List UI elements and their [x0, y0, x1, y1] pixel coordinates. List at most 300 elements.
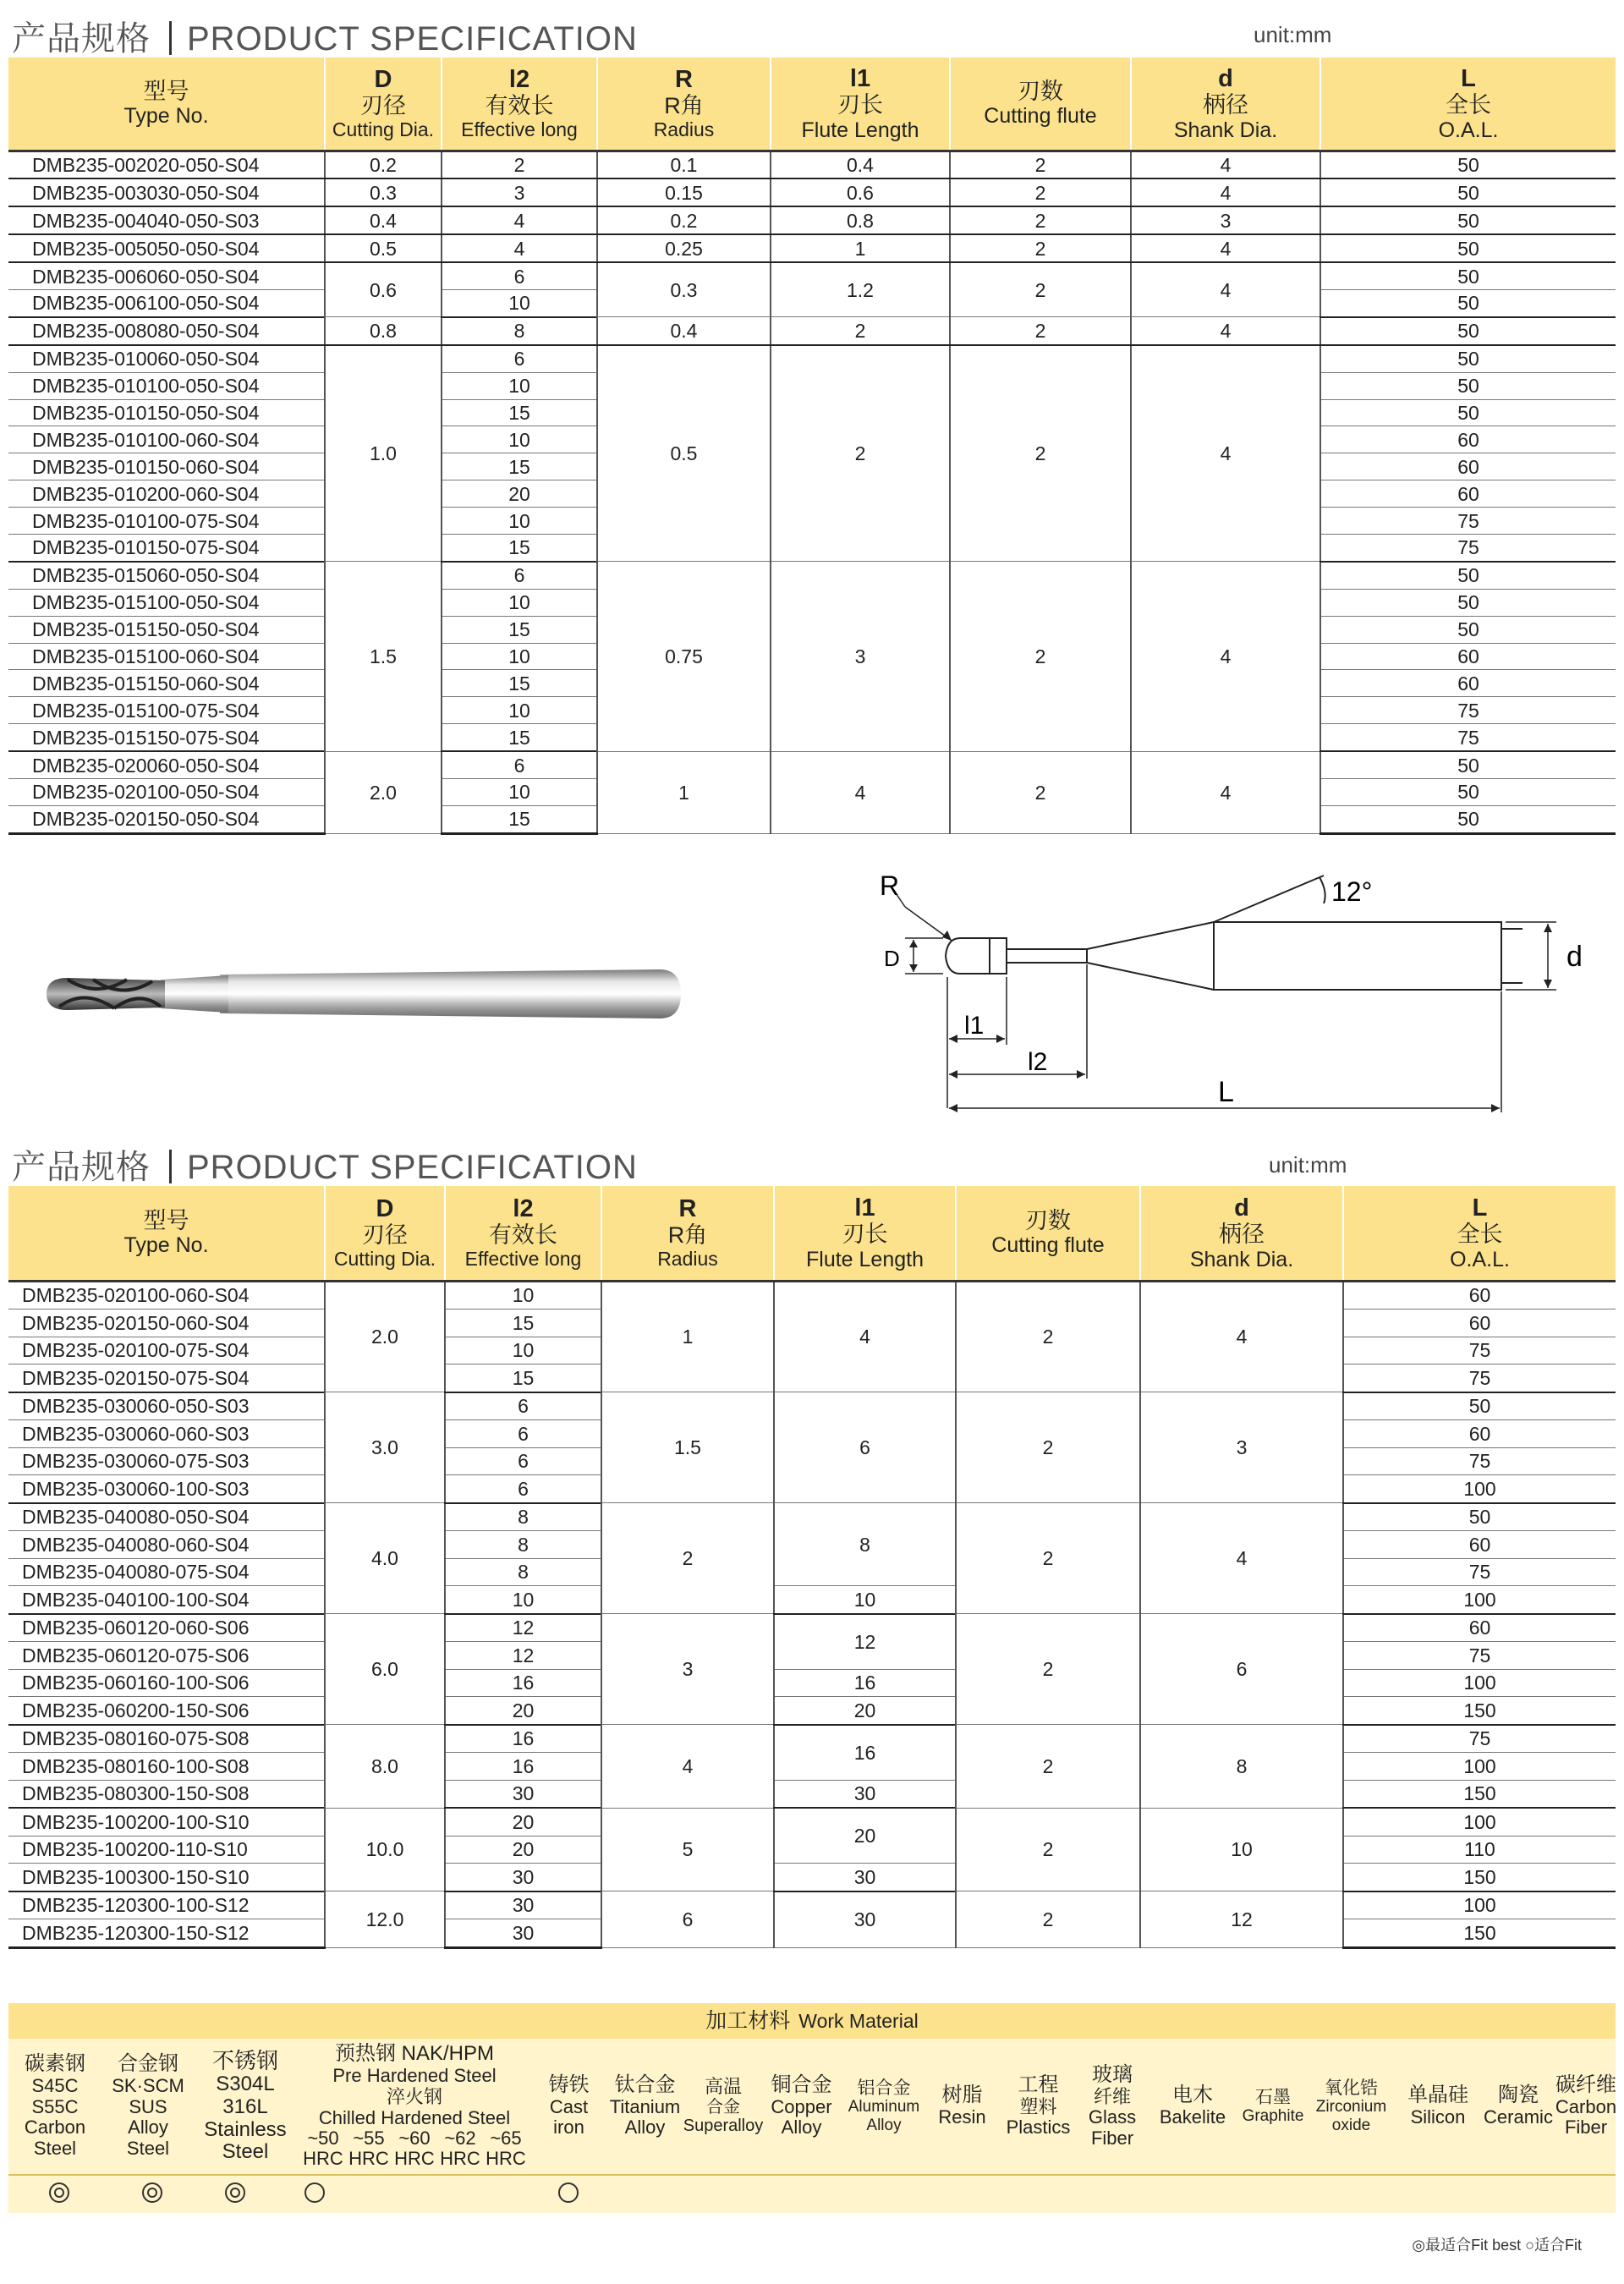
cell-type-no: DMB235-010150-060-S04	[8, 453, 325, 480]
table-row	[8, 345, 1616, 372]
work-material-label: S55C	[31, 2095, 79, 2117]
cell-effective-long: 6	[445, 1475, 601, 1503]
cell-effective-long: 10	[442, 372, 597, 399]
cell-type-no: DMB235-030060-075-S03	[8, 1447, 325, 1475]
hrc-unit: HRC	[348, 2148, 389, 2170]
cell-type-no: DMB235-030060-100-S03	[8, 1475, 325, 1503]
work-material-label: Fiber	[1090, 2127, 1134, 2149]
work-material-label: Aluminum	[848, 2098, 920, 2117]
cell-shank-dia: 4	[1131, 262, 1320, 317]
cell-oal: 60	[1320, 453, 1616, 480]
work-material-label: iron	[553, 2117, 584, 2139]
cell-radius: 0.1	[597, 151, 771, 178]
cell-cutting-flute: 2	[956, 1614, 1140, 1725]
cell-effective-long: 3	[442, 178, 597, 206]
cell-cutting-dia: 6.0	[325, 1614, 445, 1725]
work-material-label: Glass	[1088, 2106, 1137, 2128]
cell-cutting-flute: 2	[950, 317, 1131, 345]
work-material-label: SK·SCM	[112, 2075, 184, 2097]
work-material-label: 合金钢	[118, 2052, 178, 2076]
cell-oal: 50	[1320, 151, 1616, 178]
cell-radius: 0.15	[597, 178, 771, 206]
cell-radius: 2	[601, 1503, 774, 1614]
work-material-item	[1146, 2039, 1239, 2174]
cell-radius: 1	[597, 751, 771, 833]
cell-effective-long: 10	[442, 643, 597, 670]
cell-type-no: DMB235-004040-050-S03	[8, 206, 325, 234]
cell-flute-length: 0.8	[771, 206, 950, 234]
cell-effective-long: 20	[442, 480, 597, 508]
cell-type-no: DMB235-040080-060-S04	[8, 1531, 325, 1559]
work-material-label: 碳素钢	[25, 2052, 85, 2076]
cell-oal: 50	[1320, 805, 1616, 833]
work-material-label: 合金	[706, 2097, 740, 2117]
cell-oal: 50	[1320, 345, 1616, 372]
cell-cutting-dia: 0.8	[325, 317, 442, 345]
cell-effective-long: 15	[442, 453, 597, 480]
work-material-label: Steel	[126, 2138, 170, 2160]
table-row	[8, 1780, 1616, 1808]
fit-best-icon	[225, 2182, 245, 2203]
cell-shank-dia: 3	[1140, 1392, 1343, 1503]
work-material-item	[533, 2039, 605, 2174]
hrc-grades	[300, 2128, 529, 2169]
table-row	[8, 234, 1616, 262]
work-material-label: 淬火钢	[386, 2085, 442, 2107]
table-row	[8, 1697, 1616, 1725]
col-type-no: 型号 Type No.	[8, 58, 325, 151]
hrc-grade	[346, 2128, 392, 2169]
hrc-value: ~50	[307, 2128, 339, 2149]
work-material-item	[102, 2039, 195, 2174]
cell-oal: 100	[1343, 1475, 1616, 1503]
cell-cutting-dia: 4.0	[325, 1503, 445, 1614]
work-material-label: Bakelite	[1159, 2106, 1226, 2128]
cell-effective-long: 15	[445, 1309, 601, 1337]
table-row	[8, 1669, 1616, 1697]
work-material-label: Ceramic	[1484, 2106, 1553, 2128]
cell-shank-dia: 4	[1131, 178, 1320, 206]
work-material-label: 铝合金	[857, 2078, 911, 2098]
cell-type-no: DMB235-015100-060-S04	[8, 643, 325, 670]
cell-cutting-flute: 2	[956, 1281, 1140, 1392]
table-row	[8, 262, 1616, 289]
work-material-label: SUS	[129, 2095, 167, 2117]
cell-oal: 50	[1320, 178, 1616, 206]
col-effective-long: l2 有效长 Effective long	[445, 1186, 601, 1281]
col-cutting-flute: 刃数 Cutting flute	[956, 1186, 1140, 1281]
diagram-label-d-small: d	[1566, 941, 1583, 973]
cell-radius: 0.4	[597, 317, 771, 345]
work-material-item	[195, 2039, 296, 2174]
work-material-label: Alloy	[781, 2117, 822, 2139]
work-material-label: 石墨	[1255, 2087, 1291, 2107]
cell-type-no: DMB235-010100-060-S04	[8, 426, 325, 453]
work-material-label: Copper	[771, 2095, 832, 2117]
cell-oal: 50	[1320, 372, 1616, 399]
cell-type-no: DMB235-010150-075-S04	[8, 534, 325, 561]
cell-oal: 60	[1343, 1309, 1616, 1337]
cell-type-no: DMB235-020150-050-S04	[8, 805, 325, 833]
cell-radius: 6	[601, 1891, 774, 1948]
cell-type-no: DMB235-080160-100-S08	[8, 1753, 325, 1781]
work-material-label: 单晶硅	[1407, 2084, 1468, 2107]
hrc-value: ~60	[398, 2128, 431, 2149]
hrc-grade	[437, 2128, 483, 2169]
cell-oal: 50	[1320, 778, 1616, 805]
col-shank-dia: d 柄径 Shank Dia.	[1131, 58, 1320, 151]
cell-cutting-dia: 12.0	[325, 1891, 445, 1948]
cell-type-no: DMB235-003030-050-S04	[8, 178, 325, 206]
cell-effective-long: 30	[445, 1919, 601, 1948]
cell-oal: 50	[1320, 206, 1616, 234]
cell-oal: 50	[1320, 317, 1616, 345]
work-material-label: Alloy	[866, 2116, 902, 2134]
table-row	[8, 562, 1616, 589]
table-row	[8, 1281, 1616, 1309]
work-material-ratings	[8, 2174, 1616, 2213]
cell-type-no: DMB235-080160-075-S08	[8, 1725, 325, 1753]
cell-effective-long: 6	[442, 345, 597, 372]
cell-type-no: DMB235-015150-060-S04	[8, 670, 325, 697]
cell-oal: 50	[1320, 562, 1616, 589]
cell-effective-long: 15	[442, 670, 597, 697]
cell-cutting-dia: 0.5	[325, 234, 442, 262]
cell-effective-long: 30	[445, 1780, 601, 1808]
cell-type-no: DMB235-010200-060-S04	[8, 480, 325, 508]
col-oal: L 全长 O.A.L.	[1320, 58, 1616, 151]
section1-title: 产品规格 PRODUCT SPECIFICATION	[12, 20, 638, 58]
cell-oal: 50	[1320, 399, 1616, 426]
table-row	[8, 1891, 1616, 1919]
cell-cutting-dia: 0.2	[325, 151, 442, 178]
cell-effective-long: 10	[442, 778, 597, 805]
cell-type-no: DMB235-040080-050-S04	[8, 1503, 325, 1531]
cell-flute-length: 2	[771, 345, 950, 562]
cell-oal: 150	[1343, 1697, 1616, 1725]
cell-effective-long: 6	[442, 262, 597, 289]
col-flute-length: l1 刃长 Flute Length	[774, 1186, 956, 1281]
work-material-label: Cast	[549, 2095, 589, 2117]
col-oal: L 全长 O.A.L.	[1343, 1186, 1616, 1281]
cell-oal: 60	[1343, 1281, 1616, 1309]
work-material-item	[1307, 2039, 1396, 2174]
cell-type-no: DMB235-015060-050-S04	[8, 562, 325, 589]
col-radius: R R角 Radius	[601, 1186, 774, 1281]
cell-cutting-dia: 2.0	[325, 751, 442, 833]
cell-effective-long: 2	[442, 151, 597, 178]
cell-type-no: DMB235-060120-060-S06	[8, 1614, 325, 1642]
cell-oal: 75	[1343, 1337, 1616, 1364]
cell-oal: 50	[1320, 616, 1616, 643]
cell-effective-long: 6	[442, 562, 597, 589]
work-material-label: 工程	[1018, 2073, 1059, 2096]
work-material-label: Titanium	[609, 2095, 681, 2117]
work-material-label: 纤维	[1093, 2085, 1131, 2107]
col-cutting-dia: D 刃径 Cutting Dia.	[325, 1186, 445, 1281]
cell-type-no: DMB235-030060-050-S03	[8, 1392, 325, 1420]
cell-oal: 75	[1320, 508, 1616, 535]
cell-type-no: DMB235-020100-060-S04	[8, 1281, 325, 1309]
cell-type-no: DMB235-120300-150-S12	[8, 1919, 325, 1948]
cell-cutting-flute: 2	[950, 178, 1131, 206]
cell-oal: 150	[1343, 1780, 1616, 1808]
cell-effective-long: 15	[442, 534, 597, 561]
cell-shank-dia: 4	[1131, 345, 1320, 562]
cell-flute-length: 4	[774, 1281, 956, 1392]
work-material-item	[8, 2039, 102, 2174]
work-material-item	[761, 2039, 842, 2174]
work-material-item	[1556, 2039, 1616, 2174]
cell-flute-length: 20	[774, 1697, 956, 1725]
cell-radius: 1.5	[601, 1392, 774, 1503]
cell-type-no: DMB235-060160-100-S06	[8, 1669, 325, 1697]
table-row	[8, 1586, 1616, 1614]
cell-effective-long: 15	[442, 616, 597, 643]
work-material-label: Superalloy	[683, 2117, 764, 2136]
cell-oal: 100	[1343, 1586, 1616, 1614]
hrc-value: ~65	[490, 2128, 522, 2149]
unit-label: unit:mm	[1254, 22, 1332, 47]
col-radius: R R角 Radius	[597, 58, 771, 151]
cell-radius: 0.25	[597, 234, 771, 262]
cell-type-no: DMB235-010150-050-S04	[8, 399, 325, 426]
unit-label-2: unit:mm	[1269, 1152, 1347, 1178]
cell-cutting-flute: 2	[956, 1503, 1140, 1614]
table-row	[8, 1725, 1616, 1753]
work-material-label: S304L	[216, 2072, 275, 2095]
cell-oal: 100	[1343, 1669, 1616, 1697]
cell-oal: 150	[1343, 1864, 1616, 1891]
hrc-unit: HRC	[394, 2148, 435, 2170]
cell-flute-length: 6	[774, 1392, 956, 1503]
fit-best-icon	[49, 2182, 69, 2203]
cell-type-no: DMB235-020060-050-S04	[8, 751, 325, 778]
cell-effective-long: 30	[445, 1864, 601, 1891]
cell-oal: 75	[1343, 1447, 1616, 1475]
cell-cutting-dia: 10.0	[325, 1808, 445, 1891]
cell-oal: 100	[1343, 1891, 1616, 1919]
work-material-item	[1078, 2039, 1146, 2174]
work-material-item	[683, 2039, 764, 2174]
work-material-label: Resin	[938, 2106, 986, 2128]
cell-radius: 0.75	[597, 562, 771, 751]
cell-shank-dia: 4	[1131, 151, 1320, 178]
cell-type-no: DMB235-015150-075-S04	[8, 724, 325, 751]
cell-type-no: DMB235-008080-050-S04	[8, 317, 325, 345]
cell-effective-long: 15	[442, 399, 597, 426]
cell-cutting-flute: 2	[950, 234, 1131, 262]
work-material-label: 氧化锆	[1325, 2078, 1378, 2098]
work-material-label: Steel	[33, 2138, 77, 2160]
work-material-label: Pre Hardened Steel	[332, 2065, 497, 2087]
col-type-no: 型号 Type No.	[8, 1186, 325, 1281]
cell-oal: 50	[1320, 262, 1616, 289]
cell-radius: 1	[601, 1281, 774, 1392]
work-material-label: 钛合金	[614, 2073, 676, 2096]
cell-effective-long: 16	[445, 1725, 601, 1753]
work-material-label: Plastics	[1006, 2117, 1071, 2139]
cell-type-no: DMB235-030060-060-S03	[8, 1420, 325, 1448]
cell-cutting-flute: 2	[950, 151, 1131, 178]
cell-flute-length: 10	[774, 1586, 956, 1614]
cell-effective-long: 15	[445, 1364, 601, 1392]
work-material-label: Carbon	[24, 2117, 86, 2139]
cell-shank-dia: 6	[1140, 1614, 1343, 1725]
cell-effective-long: 10	[445, 1586, 601, 1614]
work-material-label: 高温	[704, 2076, 742, 2098]
cell-flute-length: 30	[774, 1780, 956, 1808]
cell-effective-long: 16	[445, 1753, 601, 1781]
work-material-label: 预热钢 NAK/HPM	[334, 2042, 494, 2066]
cell-shank-dia: 8	[1140, 1725, 1343, 1809]
cell-effective-long: 12	[445, 1614, 601, 1642]
cell-oal: 75	[1320, 534, 1616, 561]
cell-flute-length: 8	[774, 1503, 956, 1586]
cell-effective-long: 10	[445, 1337, 601, 1364]
cell-effective-long: 6	[442, 751, 597, 778]
table-row	[8, 1392, 1616, 1420]
cell-flute-length: 0.6	[771, 178, 950, 206]
work-material-label: Steel	[222, 2140, 269, 2164]
cell-flute-length: 16	[774, 1669, 956, 1697]
diagram-label-d-big: D	[884, 946, 900, 971]
cell-type-no: DMB235-010100-050-S04	[8, 372, 325, 399]
cell-cutting-flute: 2	[950, 751, 1131, 833]
cell-effective-long: 16	[445, 1669, 601, 1697]
cell-type-no: DMB235-020150-075-S04	[8, 1364, 325, 1392]
cell-oal: 50	[1320, 289, 1616, 316]
cell-flute-length: 16	[774, 1725, 956, 1781]
cell-type-no: DMB235-100200-110-S10	[8, 1836, 325, 1864]
table-row	[8, 317, 1616, 345]
cell-oal: 50	[1343, 1392, 1616, 1420]
cell-cutting-flute: 2	[950, 562, 1131, 751]
cell-type-no: DMB235-100200-100-S10	[8, 1808, 325, 1836]
cell-cutting-flute: 2	[956, 1725, 1140, 1809]
cell-effective-long: 30	[445, 1891, 601, 1919]
hrc-value: ~62	[444, 2128, 476, 2149]
work-material-item	[605, 2039, 685, 2174]
table-row	[8, 178, 1616, 206]
work-material-label: oxide	[1331, 2116, 1371, 2134]
work-material-item	[926, 2039, 998, 2174]
cell-cutting-flute: 2	[950, 262, 1131, 317]
cell-cutting-flute: 2	[956, 1392, 1140, 1503]
cell-type-no: DMB235-006060-050-S04	[8, 262, 325, 289]
work-material-label: 铜合金	[771, 2073, 832, 2096]
cell-oal: 100	[1343, 1753, 1616, 1781]
work-material-item	[842, 2039, 926, 2174]
hrc-grade	[392, 2128, 437, 2169]
cell-effective-long: 20	[445, 1808, 601, 1836]
cell-oal: 50	[1320, 234, 1616, 262]
cell-cutting-dia: 0.3	[325, 178, 442, 206]
cell-effective-long: 8	[442, 317, 597, 345]
cell-effective-long: 20	[445, 1697, 601, 1725]
cell-shank-dia: 4	[1131, 234, 1320, 262]
cell-shank-dia: 4	[1131, 751, 1320, 833]
work-material-label: 不锈钢	[211, 2047, 278, 2073]
cell-radius: 4	[601, 1725, 774, 1809]
hrc-unit: HRC	[440, 2148, 480, 2170]
cell-cutting-flute: 2	[950, 345, 1131, 562]
col-flute-length: l1 刃长 Flute Length	[771, 58, 950, 151]
work-material-label: Alloy	[624, 2117, 666, 2139]
work-material-label: 塑料	[1019, 2095, 1057, 2117]
work-material-label: S45C	[31, 2075, 79, 2097]
work-material-label: Fiber	[1564, 2117, 1608, 2139]
cell-type-no: DMB235-006100-050-S04	[8, 289, 325, 316]
table-row	[8, 1864, 1616, 1891]
cell-flute-length: 1.2	[771, 262, 950, 317]
cell-type-no: DMB235-040080-075-S04	[8, 1558, 325, 1586]
fit-best-icon	[142, 2182, 162, 2203]
cell-oal: 100	[1343, 1808, 1616, 1836]
work-material-label: Stainless	[204, 2117, 287, 2141]
cell-effective-long: 6	[445, 1447, 601, 1475]
cell-type-no: DMB235-080300-150-S08	[8, 1780, 325, 1808]
cell-type-no: DMB235-015150-050-S04	[8, 616, 325, 643]
cell-flute-length: 2	[771, 317, 950, 345]
spec-table-2	[8, 1186, 1616, 1949]
cell-effective-long: 10	[442, 426, 597, 453]
cell-type-no: DMB235-060200-150-S06	[8, 1697, 325, 1725]
table-row	[8, 751, 1616, 778]
table-row	[8, 1614, 1616, 1642]
cell-cutting-flute: 2	[956, 1808, 1140, 1891]
cell-type-no: DMB235-020100-050-S04	[8, 778, 325, 805]
cell-cutting-flute: 2	[950, 206, 1131, 234]
cell-oal: 75	[1343, 1725, 1616, 1753]
cell-flute-length: 4	[771, 751, 950, 833]
hrc-unit: HRC	[486, 2148, 526, 2170]
cell-shank-dia: 3	[1131, 206, 1320, 234]
cell-cutting-dia: 1.5	[325, 562, 442, 751]
rating-legend: ◎最适合Fit best ○适合Fit	[1412, 2237, 1582, 2254]
cell-effective-long: 10	[442, 508, 597, 535]
cell-oal: 50	[1320, 589, 1616, 616]
cell-oal: 75	[1343, 1558, 1616, 1586]
cell-radius: 3	[601, 1614, 774, 1725]
diagram-label-r: R	[880, 870, 900, 901]
cell-shank-dia: 4	[1140, 1281, 1343, 1392]
cell-oal: 75	[1320, 724, 1616, 751]
cell-oal: 75	[1320, 697, 1616, 724]
cell-radius: 0.2	[597, 206, 771, 234]
col-shank-dia: d 柄径 Shank Dia.	[1140, 1186, 1343, 1281]
cell-radius: 5	[601, 1808, 774, 1891]
cell-effective-long: 10	[445, 1281, 601, 1309]
work-material-item	[1239, 2039, 1307, 2174]
cell-type-no: DMB235-010060-050-S04	[8, 345, 325, 372]
cell-effective-long: 6	[445, 1392, 601, 1420]
hrc-value: ~55	[353, 2128, 385, 2149]
cell-cutting-dia: 1.0	[325, 345, 442, 562]
cell-effective-long: 15	[442, 724, 597, 751]
cell-type-no: DMB235-120300-100-S12	[8, 1891, 325, 1919]
cell-oal: 75	[1343, 1364, 1616, 1392]
table-row	[8, 1503, 1616, 1531]
hrc-grade	[300, 2128, 346, 2169]
table-row	[8, 206, 1616, 234]
col-cutting-flute: 刃数 Cutting flute	[950, 58, 1131, 151]
cell-shank-dia: 10	[1140, 1808, 1343, 1891]
cell-type-no: DMB235-100300-150-S10	[8, 1864, 325, 1891]
work-material-label: 碳纤维	[1555, 2073, 1616, 2096]
fit-icon	[558, 2182, 579, 2203]
fit-icon	[304, 2182, 325, 2203]
